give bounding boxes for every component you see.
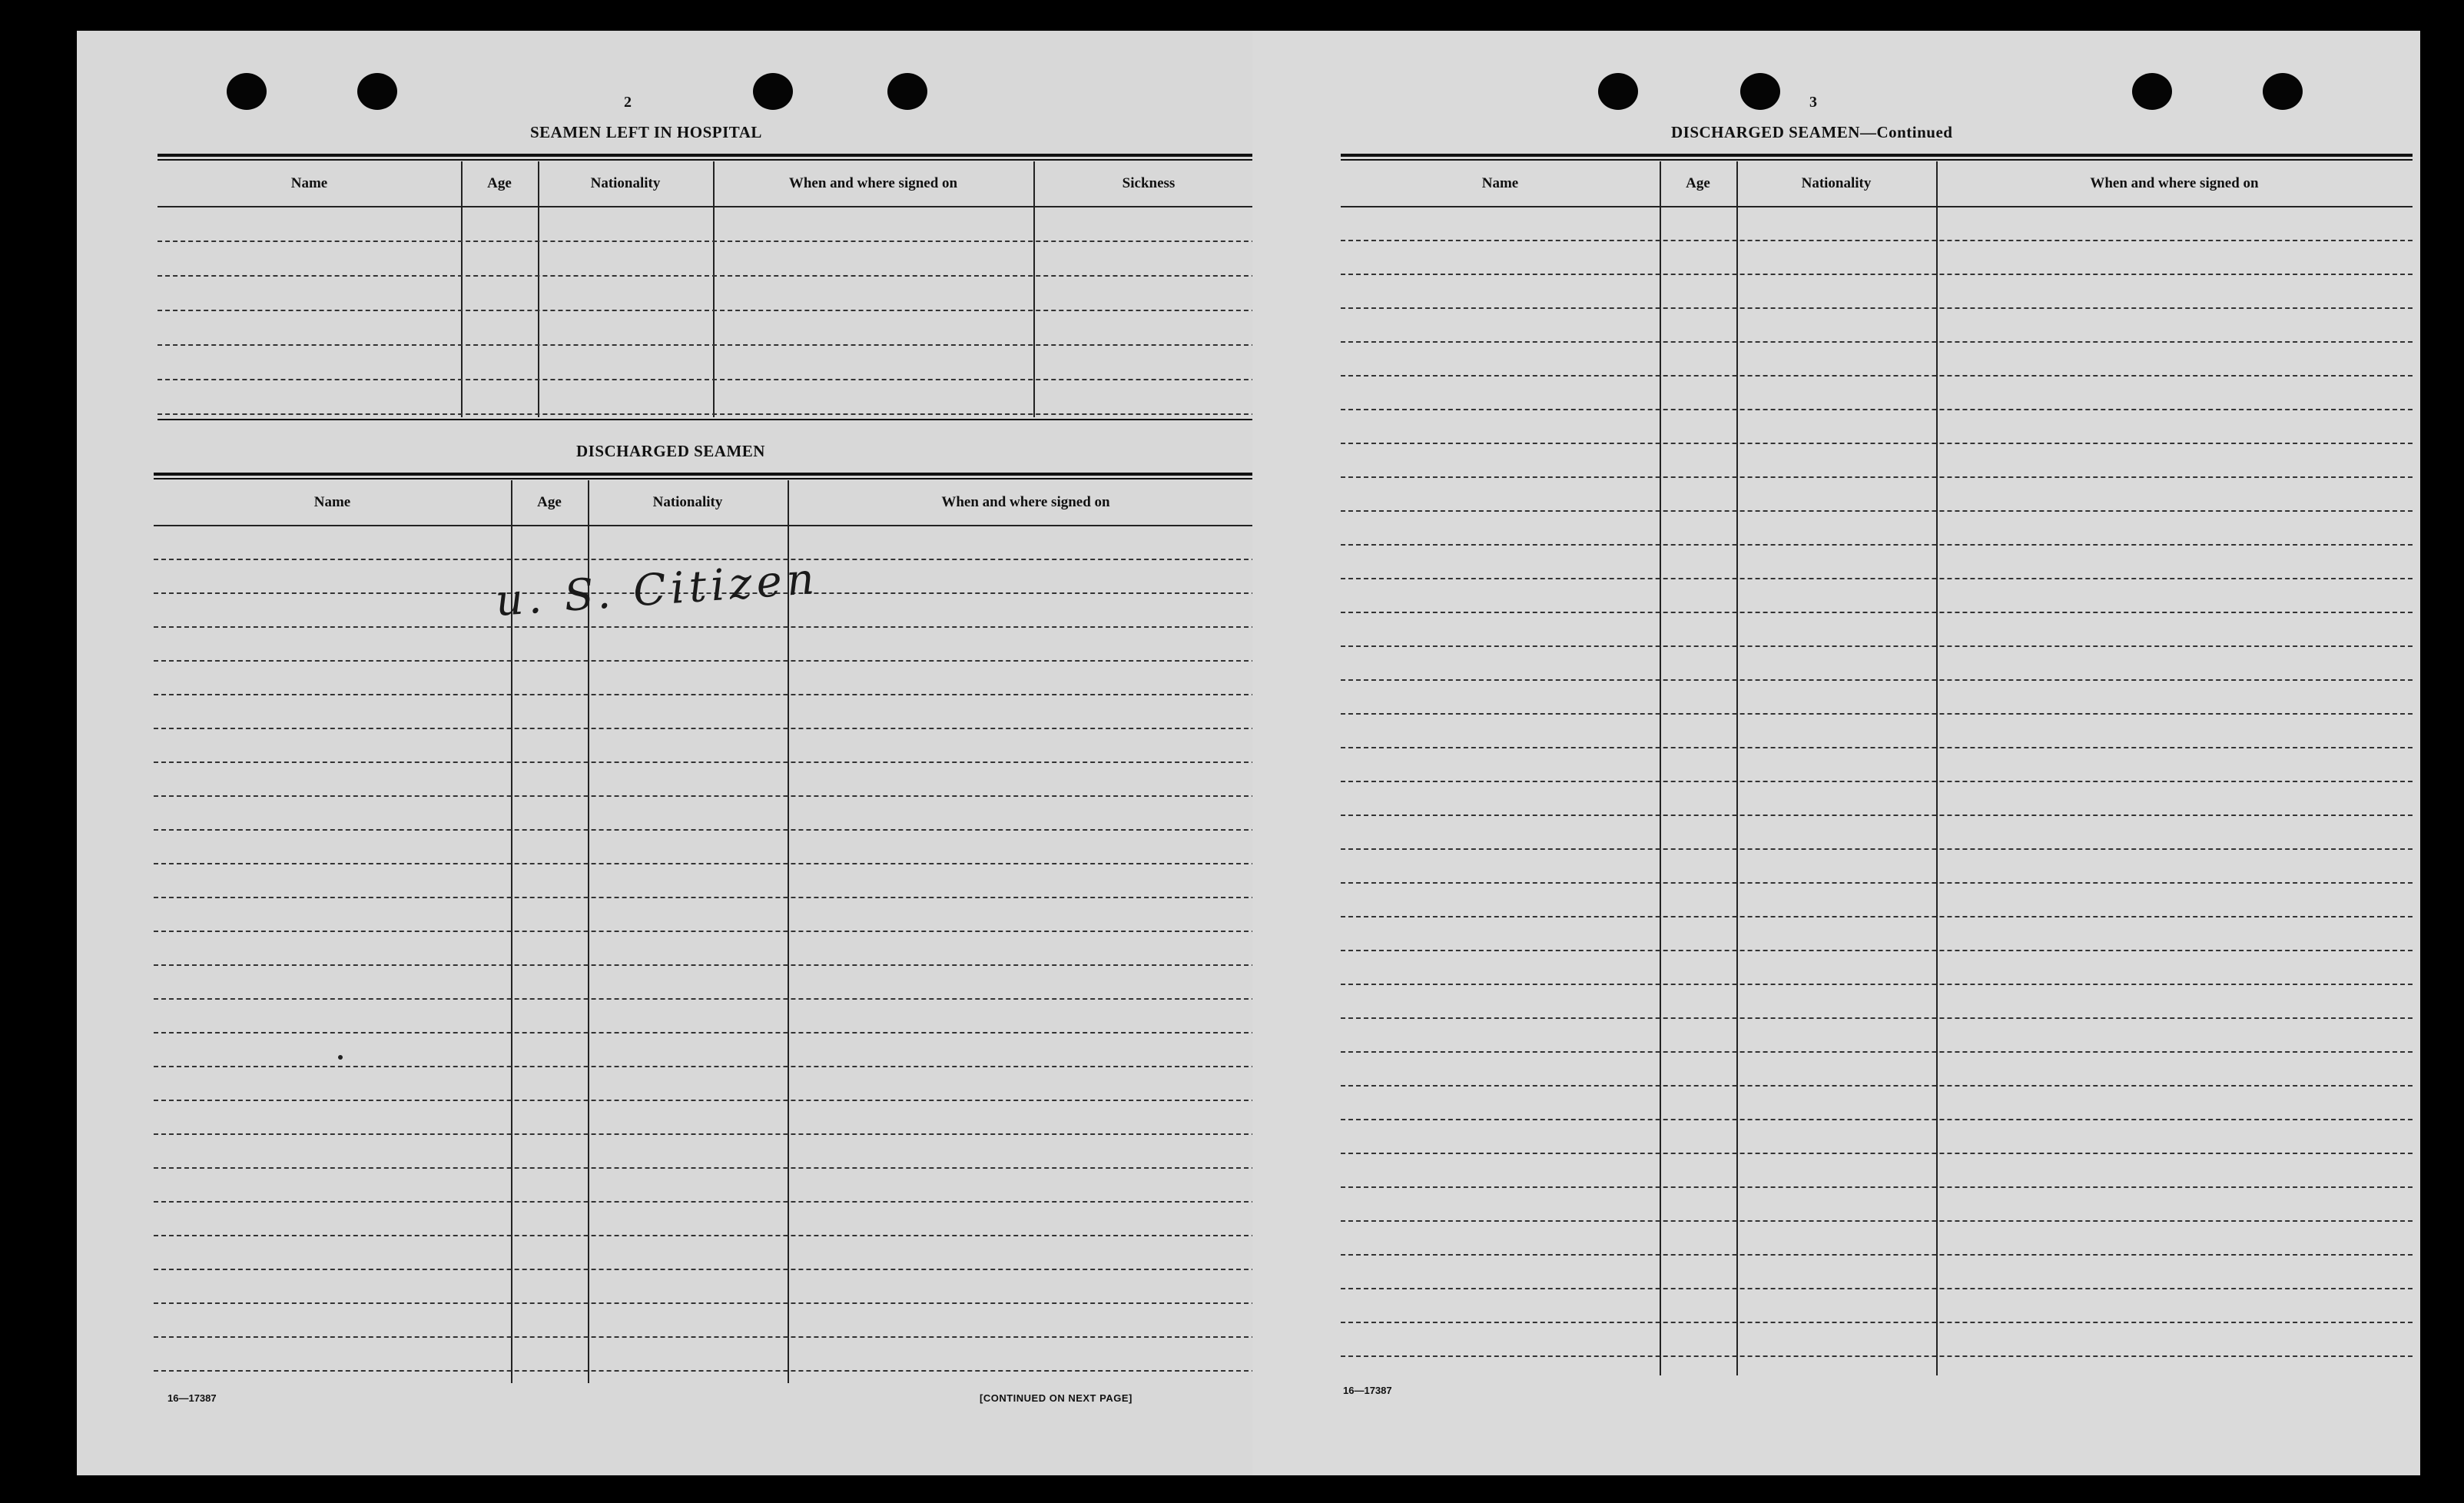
row-line — [1341, 1186, 2413, 1188]
row-line — [158, 275, 1264, 277]
row-line — [1341, 882, 2413, 884]
column-header: Nationality — [590, 175, 661, 191]
form-number: 16—17387 — [167, 1392, 217, 1404]
row-line — [1341, 848, 2413, 850]
document-scan — [77, 31, 2420, 1475]
row-line — [1341, 544, 2413, 546]
row-line — [1341, 1254, 2413, 1256]
row-line — [1341, 1051, 2413, 1053]
row-line — [154, 1336, 1264, 1338]
row-line — [1341, 612, 2413, 613]
row-line — [1341, 443, 2413, 444]
row-line — [154, 897, 1264, 898]
row-line — [1341, 679, 2413, 681]
header-underline — [1341, 206, 2413, 207]
row-line — [1341, 375, 2413, 377]
row-line — [1341, 950, 2413, 951]
punch-hole — [1740, 73, 1780, 110]
row-line — [1341, 1119, 2413, 1120]
hospital-bottom-rule — [158, 419, 1264, 420]
row-line — [154, 964, 1264, 966]
punch-hole — [2132, 73, 2172, 110]
row-line — [1341, 1017, 2413, 1019]
handwritten-nationality: u. S. Citizen — [493, 553, 821, 626]
column-header: Age — [487, 175, 512, 191]
header-underline — [154, 525, 1264, 526]
left-page — [77, 31, 1252, 1475]
column-header: Name — [290, 175, 328, 191]
row-line — [1341, 274, 2413, 275]
page-number: 2 — [624, 94, 632, 111]
row-line — [154, 1066, 1264, 1067]
row-line — [1341, 476, 2413, 478]
punch-hole — [357, 73, 397, 110]
row-line — [154, 829, 1264, 831]
column-header: Age — [537, 494, 562, 510]
column-header: Name — [313, 494, 351, 510]
discharged-continued-title: DISCHARGED SEAMEN—Continued — [1671, 123, 1953, 141]
row-line — [154, 1235, 1264, 1236]
row-line — [1341, 1322, 2413, 1323]
row-line — [158, 413, 1264, 415]
column-header: Nationality — [652, 494, 723, 510]
discharged-section-title: DISCHARGED SEAMEN — [576, 442, 765, 460]
form-number: 16—17387 — [1343, 1385, 1392, 1396]
row-line — [1341, 1288, 2413, 1289]
row-line — [1341, 510, 2413, 512]
column-divider — [1936, 161, 1938, 1375]
row-line — [154, 931, 1264, 932]
row-line — [154, 863, 1264, 864]
row-line — [154, 1100, 1264, 1101]
column-header: Age — [1686, 175, 1710, 191]
column-divider — [1660, 161, 1661, 1375]
row-line — [154, 1370, 1264, 1372]
row-line — [154, 660, 1264, 662]
row-line — [1341, 815, 2413, 816]
punch-hole — [1598, 73, 1638, 110]
column-header: Name — [1481, 175, 1519, 191]
header-underline — [158, 206, 1264, 207]
row-line — [158, 241, 1264, 242]
row-line — [1341, 1085, 2413, 1087]
column-header: Nationality — [1801, 175, 1872, 191]
row-line — [1341, 240, 2413, 241]
row-line — [154, 1201, 1264, 1203]
discharged-top-rule — [154, 473, 1264, 476]
continued-note: [CONTINUED ON NEXT PAGE] — [980, 1392, 1133, 1404]
row-line — [158, 310, 1264, 311]
row-line — [1341, 1220, 2413, 1222]
row-line — [1341, 1355, 2413, 1357]
punch-hole — [753, 73, 793, 110]
row-line — [154, 1269, 1264, 1270]
column-divider — [1736, 161, 1738, 1375]
row-line — [154, 795, 1264, 797]
row-line — [1341, 409, 2413, 410]
hospital-section-title: SEAMEN LEFT IN HOSPITAL — [530, 123, 762, 141]
row-line — [154, 728, 1264, 729]
row-line — [154, 559, 1264, 560]
punch-hole — [227, 73, 267, 110]
row-line — [1341, 307, 2413, 309]
row-line — [1341, 984, 2413, 985]
row-line — [1341, 781, 2413, 782]
row-line — [1341, 341, 2413, 343]
row-line — [154, 626, 1264, 628]
column-header: When and where signed on — [788, 175, 958, 191]
row-line — [154, 694, 1264, 695]
row-line — [154, 1133, 1264, 1135]
row-line — [1341, 916, 2413, 917]
right-top-rule — [1341, 154, 2413, 157]
row-line — [1341, 713, 2413, 715]
row-line — [1341, 747, 2413, 748]
row-line — [154, 1167, 1264, 1169]
row-line — [158, 379, 1264, 380]
row-line — [158, 344, 1264, 346]
row-line — [1341, 1153, 2413, 1154]
row-line — [154, 1302, 1264, 1304]
row-line — [154, 1032, 1264, 1034]
right-page — [1252, 31, 2420, 1475]
hospital-top-rule — [158, 154, 1264, 157]
row-line — [1341, 578, 2413, 579]
page-number: 3 — [1809, 94, 1817, 111]
row-line — [1341, 645, 2413, 647]
punch-hole — [2263, 73, 2303, 110]
row-line — [154, 998, 1264, 1000]
punch-hole — [887, 73, 927, 110]
column-header: When and where signed on — [2090, 175, 2259, 191]
column-header: When and where signed on — [941, 494, 1110, 510]
column-header: Sickness — [1122, 175, 1176, 191]
row-line — [154, 761, 1264, 763]
